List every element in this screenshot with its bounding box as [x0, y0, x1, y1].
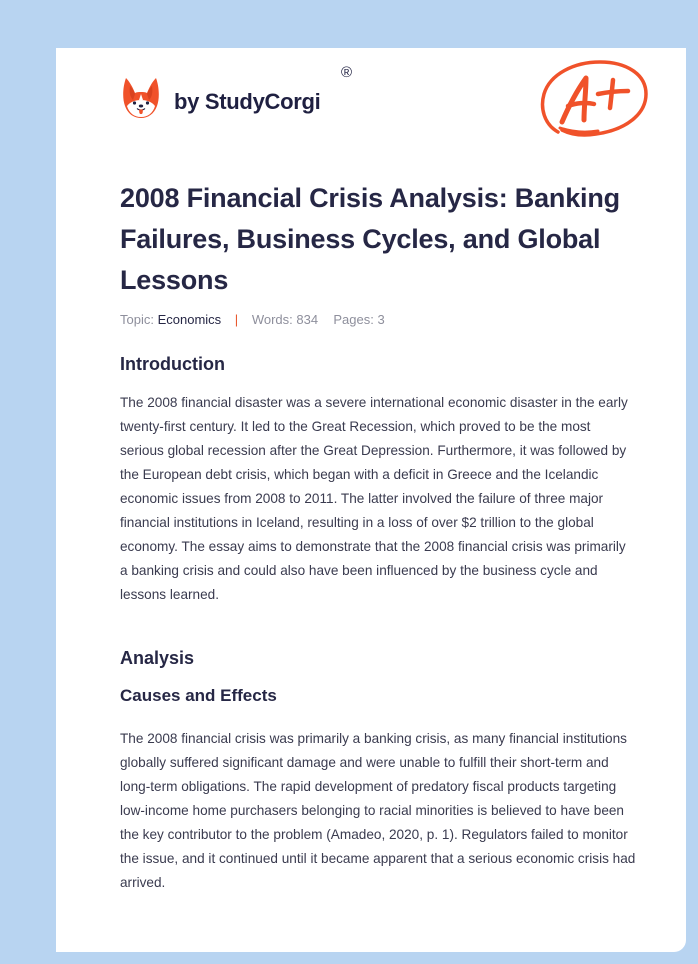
topic-link[interactable]: Economics: [157, 312, 222, 327]
pages-count: 3: [377, 312, 385, 327]
studycorgi-logo[interactable]: [122, 76, 320, 120]
document-meta: [120, 312, 385, 327]
document-title: 2008 Financial Crisis Analysis: Banking Failures, Business Cycles, and Global Lessons: [120, 183, 620, 295]
corgi-icon: [122, 76, 160, 120]
section-heading-analysis: Analysis: [120, 648, 195, 668]
topic-label: Topic:: [120, 312, 154, 327]
section-heading-introduction: Introduction: [120, 354, 225, 374]
introduction-paragraph: The 2008 financial disaster was a severe international economic disaster in the early twenty-first century. It led to the Great Recession, which proved to be the most serious global recession after the Great Depression. Furthermore, it was followed by the European debt crisis, which began with a deficit in Greece and the Icelandic economic issues from 2008 to 2011. The latter involved the failure of three major financial institutions in Iceland, resulting in a loss of over $2 trillion to the global economy. The essay aims to demonstrate that the 2008 financial crisis was primarily a banking crisis and could also have been influenced by the business cycle and lessons learned.: [120, 395, 628, 602]
words-count: 834: [296, 312, 319, 327]
logo-text: by StudyCorgi: [174, 89, 321, 114]
pages-label: Pages:: [333, 312, 374, 327]
subheading-causes-and-effects: Causes and Effects: [120, 686, 277, 705]
meta-separator: |: [234, 312, 239, 327]
registered-mark: ®: [341, 64, 353, 81]
a-plus-grade-icon: [538, 58, 650, 140]
causes-effects-paragraph: The 2008 financial crisis was primarily a banking crisis, as many financial institutions globally suffered significant damage and were unable to fulfill their short-term and long-term obligations. The rapid development of predatory fiscal products targeting low-income home purchasers belonging to racial minorities is believed to have been the key contributor to the problem (Amadeo, 2020, p. 1). Regulators failed to monitor the issue, and it continued until it became apparent that a serious economic crisis had arrived.: [120, 731, 636, 890]
words-label: Words:: [251, 312, 293, 327]
document-card: [56, 48, 686, 952]
